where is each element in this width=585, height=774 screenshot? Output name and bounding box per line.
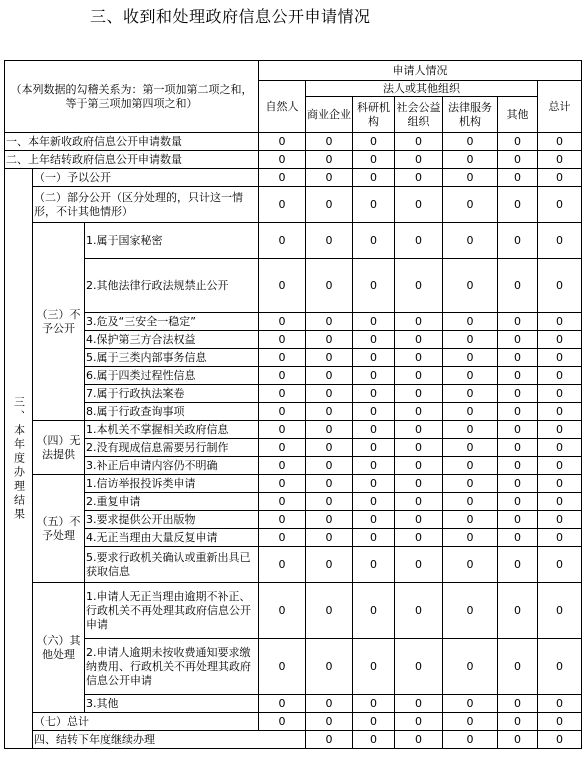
row-label: 3.危及“三安全一稳定” [85,313,259,331]
cell: 0 [259,529,306,547]
cell: 0 [395,169,443,187]
cell: 0 [353,639,395,695]
row-label: 8.属于行政查询事项 [85,403,259,421]
cell: 0 [538,529,582,547]
cell: 0 [443,475,498,493]
cell: 0 [306,439,353,457]
cell: 0 [443,403,498,421]
cell: 0 [498,403,538,421]
cell: 0 [498,439,538,457]
cell: 0 [443,713,498,731]
header-legal-service: 法律服务机构 [443,97,498,133]
cell: 0 [306,403,353,421]
row-label: 2.其他法律行政法规禁止公开 [85,259,259,313]
cell: 0 [538,385,582,403]
cell: 0 [259,169,306,187]
cell: 0 [538,731,582,749]
cell: 0 [353,695,395,713]
cell: 0 [353,547,395,583]
cell: 0 [306,187,353,223]
cell: 0 [259,403,306,421]
cell: 0 [306,695,353,713]
cell: 0 [498,313,538,331]
cell: 0 [353,133,395,151]
cell: 0 [538,493,582,511]
cell: 0 [443,349,498,367]
cell: 0 [353,313,395,331]
cell: 0 [395,313,443,331]
cell: 0 [538,259,582,313]
cell: 0 [259,367,306,385]
cell: 0 [443,187,498,223]
cell: 0 [538,133,582,151]
cell: 0 [443,421,498,439]
cell: 0 [353,439,395,457]
cell: 0 [395,731,443,749]
cell: 0 [306,331,353,349]
cell: 0 [259,187,306,223]
cell: 0 [259,259,306,313]
cell: 0 [306,133,353,151]
cell: 0 [538,313,582,331]
cell: 0 [443,439,498,457]
cell: 0 [498,133,538,151]
cell: 0 [395,511,443,529]
cell: 0 [443,583,498,639]
cell: 0 [306,151,353,169]
header-other: 其他 [498,97,538,133]
cell: 0 [538,421,582,439]
cell: 0 [443,493,498,511]
cell: 0 [395,151,443,169]
cell: 0 [259,583,306,639]
cell: 0 [306,547,353,583]
row-label: 4.保护第三方合法权益 [85,331,259,349]
cell: 0 [538,223,582,259]
cell: 0 [498,151,538,169]
cell: 0 [306,583,353,639]
cell: 0 [443,731,498,749]
header-applicant: 申请人情况 [259,61,582,81]
row-label: 2.申请人逾期未按收费通知要求缴纳费用、行政机关不再处理其政府信息公开申请 [85,639,259,695]
cell: 0 [306,639,353,695]
cell: 0 [306,313,353,331]
cell: 0 [259,349,306,367]
cell: 0 [538,187,582,223]
cell: 0 [395,367,443,385]
cell: 0 [395,331,443,349]
cell: 0 [498,421,538,439]
cell: 0 [353,259,395,313]
cell: 0 [443,695,498,713]
cell: 0 [259,639,306,695]
cell: 0 [353,493,395,511]
cell: 0 [498,367,538,385]
cell: 0 [395,349,443,367]
cell: 0 [498,639,538,695]
cell: 0 [498,713,538,731]
cell: 0 [538,331,582,349]
cell: 0 [395,439,443,457]
row-label: 5.要求行政机关确认或重新出具已获取信息 [85,547,259,583]
cell: 0 [395,529,443,547]
row-label: 7.属于行政执法案卷 [85,385,259,403]
cell: 0 [306,511,353,529]
cell: 0 [353,457,395,475]
cell: 0 [443,313,498,331]
group-label: （四）无法提供 [33,421,85,475]
cell: 0 [306,223,353,259]
header-research: 科研机构 [353,97,395,133]
cell: 0 [395,713,443,731]
section-3-label: 三、本年度办理结果 [5,169,33,749]
cell: 0 [395,259,443,313]
cell: 0 [443,385,498,403]
row-label: 四、结转下年度继续办理 [33,731,306,749]
cell: 0 [353,169,395,187]
cell: 0 [353,475,395,493]
cell: 0 [538,475,582,493]
cell: 0 [306,493,353,511]
cell: 0 [538,403,582,421]
cell: 0 [353,713,395,731]
cell: 0 [259,439,306,457]
row-label: （七）总计 [33,713,259,731]
row-label: 6.属于四类过程性信息 [85,367,259,385]
cell: 0 [498,493,538,511]
cell: 0 [498,547,538,583]
cell: 0 [395,493,443,511]
cell: 0 [259,493,306,511]
cell: 0 [498,529,538,547]
cell: 0 [498,385,538,403]
cell: 0 [498,511,538,529]
header-social: 社会公益组织 [395,97,443,133]
cell: 0 [395,583,443,639]
cell: 0 [353,529,395,547]
cell: 0 [353,385,395,403]
cell: 0 [259,713,306,731]
cell: 0 [443,547,498,583]
cell: 0 [443,457,498,475]
cell: 0 [259,331,306,349]
cell: 0 [353,403,395,421]
row-label: 1.申请人无正当理由逾期不补正、行政机关不再处理其政府信息公开申请 [85,583,259,639]
cell: 0 [353,731,395,749]
group-label: （六）其他处理 [33,583,85,713]
cell: 0 [259,133,306,151]
cell: 0 [259,511,306,529]
cell: 0 [443,169,498,187]
cell: 0 [443,331,498,349]
cell: 0 [538,511,582,529]
cell: 0 [395,223,443,259]
row-label: 3.其他 [85,695,259,713]
cell: 0 [395,475,443,493]
row-label: （一）予以公开 [33,169,259,187]
cell: 0 [259,223,306,259]
cell: 0 [538,367,582,385]
cell: 0 [353,151,395,169]
cell: 0 [259,385,306,403]
cell: 0 [395,547,443,583]
group-label: （五）不予处理 [33,475,85,583]
cell: 0 [538,695,582,713]
cell: 0 [538,349,582,367]
cell: 0 [498,331,538,349]
cell: 0 [498,583,538,639]
cell: 0 [443,529,498,547]
row-label: 二、上年结转政府信息公开申请数量 [5,151,259,169]
cell: 0 [259,457,306,475]
cell: 0 [395,421,443,439]
header-natural: 自然人 [259,81,306,133]
row-label: 1.属于国家秘密 [85,223,259,259]
cell: 0 [306,457,353,475]
cell: 0 [259,695,306,713]
cell: 0 [538,439,582,457]
cell: 0 [498,475,538,493]
cell: 0 [306,367,353,385]
cell: 0 [395,133,443,151]
row-label: 2.没有现成信息需要另行制作 [85,439,259,457]
report-table [4,60,582,749]
cell: 0 [353,331,395,349]
cell: 0 [306,713,353,731]
header-legal-group: 法人或其他组织 [306,81,538,97]
cell: 0 [498,349,538,367]
row-label: 1.本机关不掌握相关政府信息 [85,421,259,439]
cell: 0 [353,223,395,259]
cell: 0 [259,421,306,439]
cell: 0 [498,695,538,713]
cell: 0 [443,367,498,385]
header-commercial: 商业企业 [306,97,353,133]
cell: 0 [538,457,582,475]
cell: 0 [306,169,353,187]
cell: 0 [353,511,395,529]
cell: 0 [538,713,582,731]
cell: 0 [538,547,582,583]
cell: 0 [306,349,353,367]
row-label: 4.无正当理由大量反复申请 [85,529,259,547]
cell: 0 [395,639,443,695]
cell: 0 [259,475,306,493]
cell: 0 [498,223,538,259]
cell: 0 [259,313,306,331]
row-label: （二）部分公开（区分处理的，只计这一情形，不计其他情形） [33,187,259,223]
cell: 0 [498,187,538,223]
row-label: 3.补正后申请内容仍不明确 [85,457,259,475]
cell: 0 [259,151,306,169]
row-label: 2.重复申请 [85,493,259,511]
header-note: （本列数据的勾稽关系为：第一项加第二项之和，等于第三项加第四项之和） [5,61,259,133]
cell: 0 [443,133,498,151]
cell: 0 [353,583,395,639]
cell: 0 [353,421,395,439]
cell: 0 [306,421,353,439]
cell: 0 [538,583,582,639]
header-total: 总计 [538,81,582,133]
page-title: 三、收到和处理政府信息公开申请情况 [90,7,371,26]
cell: 0 [353,187,395,223]
row-label: 3.要求提供公开出版物 [85,511,259,529]
cell: 0 [498,169,538,187]
cell: 0 [538,169,582,187]
cell: 0 [443,511,498,529]
row-label: 一、本年新收政府信息公开申请数量 [5,133,259,151]
cell: 0 [353,367,395,385]
cell: 0 [395,403,443,421]
group-label: （三）不予公开 [33,223,85,421]
cell: 0 [353,349,395,367]
cell: 0 [538,639,582,695]
cell: 0 [306,385,353,403]
cell: 0 [498,259,538,313]
cell: 0 [498,731,538,749]
cell: 0 [306,731,353,749]
cell: 0 [395,457,443,475]
cell: 0 [443,223,498,259]
cell: 0 [306,475,353,493]
cell: 0 [259,547,306,583]
cell: 0 [443,259,498,313]
cell: 0 [395,695,443,713]
cell: 0 [443,151,498,169]
cell: 0 [443,639,498,695]
cell: 0 [498,457,538,475]
cell: 0 [306,529,353,547]
cell: 0 [306,259,353,313]
row-label: 5.属于三类内部事务信息 [85,349,259,367]
cell: 0 [538,151,582,169]
row-label: 1.信访举报投诉类申请 [85,475,259,493]
cell: 0 [395,187,443,223]
cell: 0 [395,385,443,403]
